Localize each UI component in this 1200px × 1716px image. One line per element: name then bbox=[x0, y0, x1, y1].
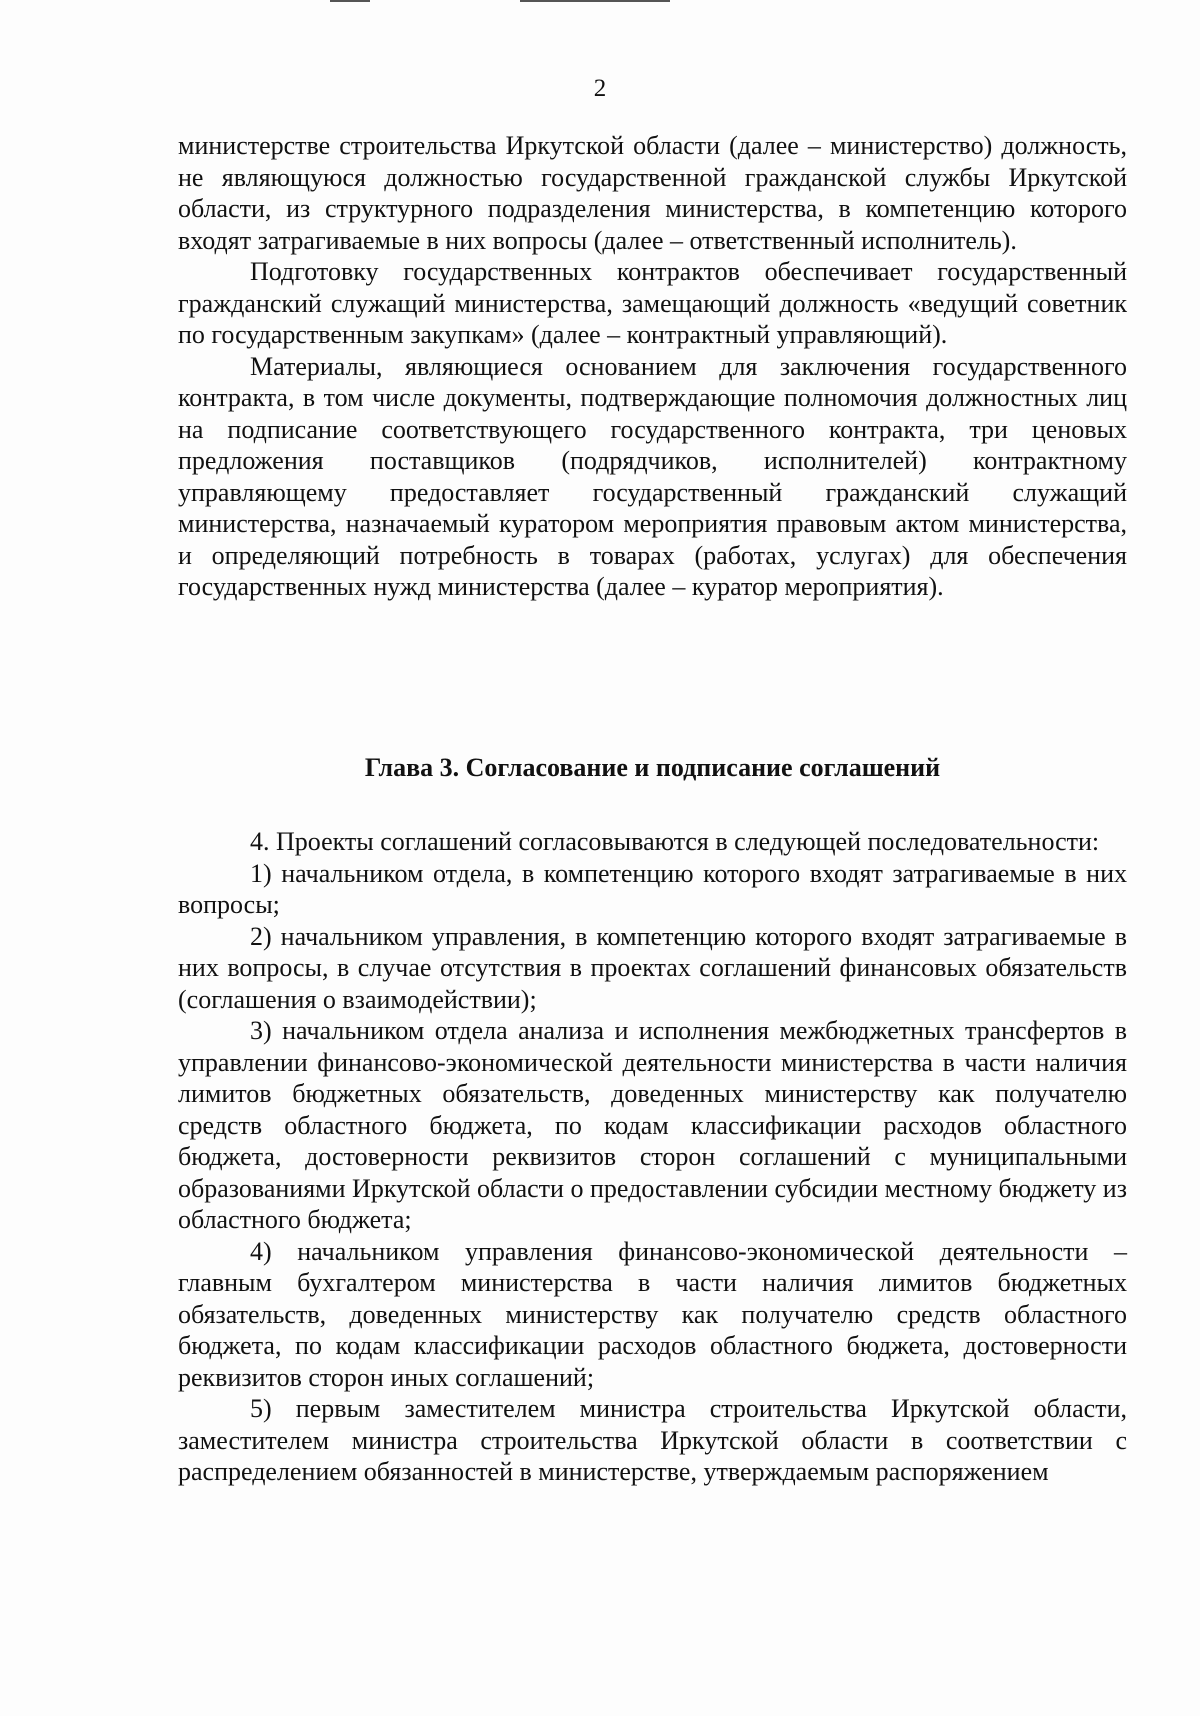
approval-section bbox=[178, 826, 1127, 1488]
clause-4-item-3: 3) начальником отдела анализа и исполнения межбюджетных трансфертов в управлении финансово-экономической деятельности министерства в части наличия лимитов бюджетных обязательств, доведенных министерству как получателю средств областного бюджета, по кодам классификации расходов областного бюджета, достоверности реквизитов сторон соглашений с муниципальными образованиями Иркутской области о предоставлении субсидии местному бюджету из областного бюджета; bbox=[178, 1016, 1127, 1234]
clause-4-item-2: 2) начальником управления, в компетенцию которого входят затрагиваемые в них вопросы, в случае отсутствия в проектах соглашений финансовых обязательств (соглашения о взаимодействии); bbox=[178, 921, 1127, 1014]
chapter-title: Глава 3. Согласование и подписание соглашений bbox=[364, 753, 941, 782]
clause-4-item-4: 4) начальником управления финансово-экономической деятельности – главным бухгалтером министерства в части наличия лимитов бюджетных обязательств, доведенных министерству как получателю средств областного бюджета, по кодам классификации расходов областного бюджета, достоверности реквизитов сторон иных соглашений; bbox=[178, 1236, 1127, 1392]
page-number: 2 bbox=[593, 75, 607, 102]
intro-paragraph-continued: министерстве строительства Иркутской области (далее – министерство) должность, не являющуюся должностью государственной гражданской службы Иркутской области, из структурного подразделения министерства, в компетенцию которого входят затрагиваемые в них вопросы (далее – ответственный исполнитель). bbox=[178, 131, 1127, 255]
intro-paragraph-contracts: Подготовку государственных контрактов обеспечивает государственный гражданский служащий министерства, замещающий должность «ведущий советник по государственным закупкам» (далее – контрактный управляющий). bbox=[178, 257, 1127, 349]
intro-section bbox=[178, 130, 1127, 603]
clause-4-intro: 4. Проекты соглашений согласовываются в следующей последовательности: bbox=[250, 827, 1100, 856]
clause-4-item-1: 1) начальником отдела, в компетенцию которого входят затрагиваемые в них вопросы; bbox=[178, 858, 1127, 919]
scan-edge-marks bbox=[0, 0, 1200, 4]
intro-paragraph-materials: Материалы, являющиеся основанием для заключения государственного контракта, в том числе документы, подтверждающие полномочия должностных лиц на подписание соответствующего государственного контракта, три ценовых предложения поставщиков (подрядчиков, исполнителей) контрактному управляющему предоставляет государственный гражданский служащий министерства, назначаемый куратором мероприятия правовым актом министерства, и определяющий потребность в товарах (работах, услугах) для обеспечения государственных нужд министерства (далее – куратор мероприятия). bbox=[178, 351, 1127, 601]
clause-4-item-5: 5) первым заместителем министра строительства Иркутской области, заместителем министра строительства Иркутской области в соответствии с распределением обязанностей в министерстве, утверждаемым распоряжением bbox=[178, 1394, 1127, 1486]
